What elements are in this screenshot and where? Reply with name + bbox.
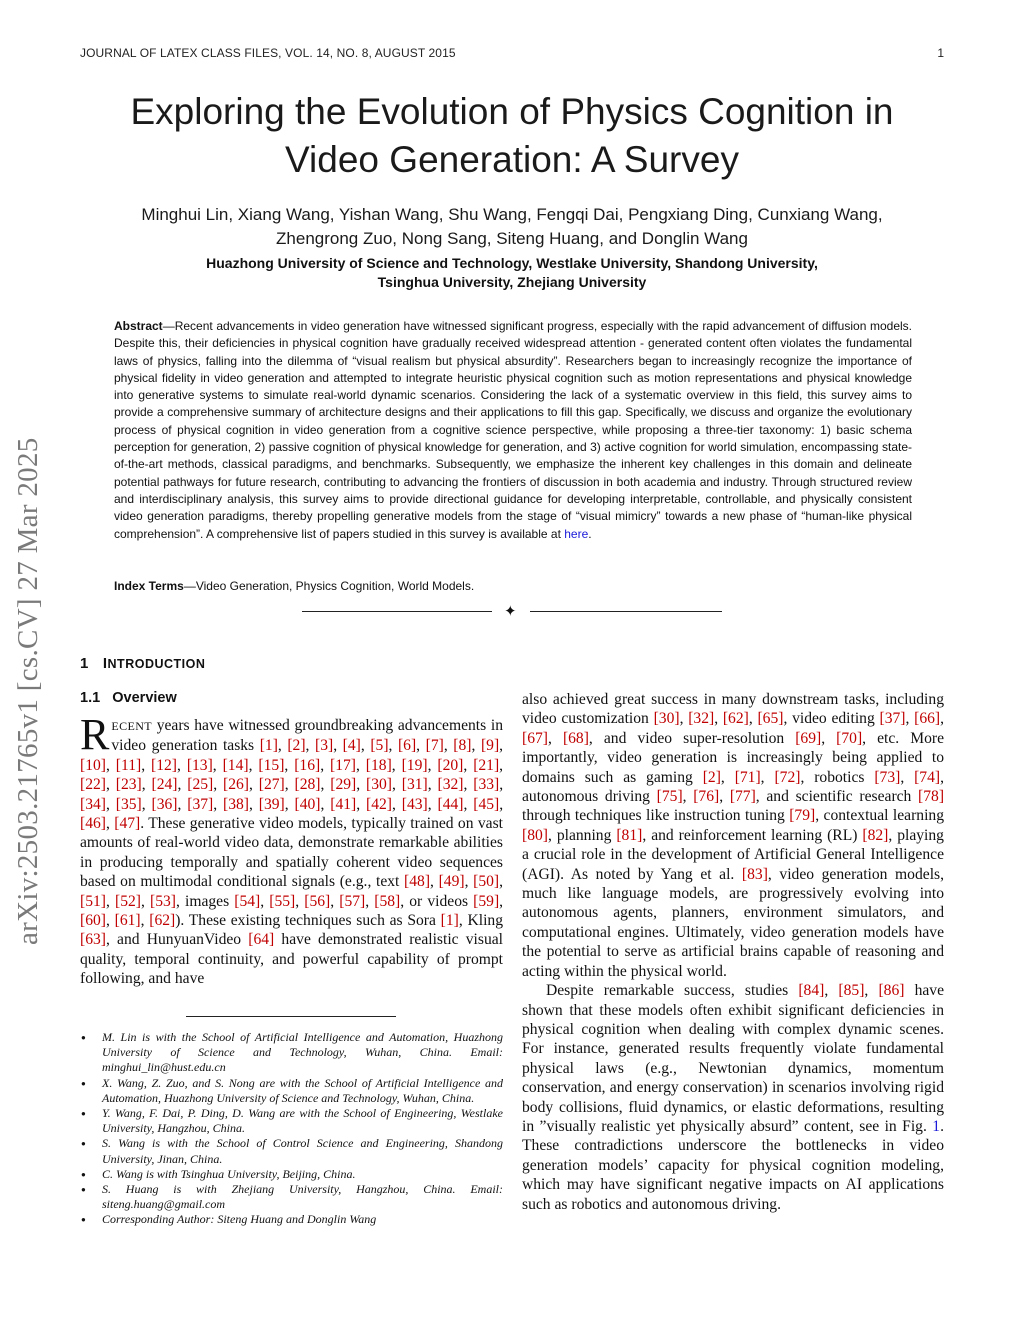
citation-link[interactable]: [32] bbox=[688, 710, 715, 728]
body-text: ). These existing techniques such as Sora bbox=[175, 912, 441, 930]
body-text: have demonstrated realistic visual quality, temporal continuity, and powerful capability of prompt following, and have bbox=[80, 931, 503, 988]
citation-link[interactable]: [8] bbox=[453, 737, 472, 755]
citation-link[interactable]: [30] bbox=[653, 710, 680, 728]
citation-link[interactable]: [16] bbox=[294, 756, 321, 774]
citation-link[interactable]: [84] bbox=[798, 982, 825, 1000]
citation-link[interactable]: [22] bbox=[80, 776, 106, 794]
body-text: , bbox=[391, 776, 402, 794]
title-line: Video Generation: A Survey bbox=[285, 139, 739, 180]
citation-link[interactable]: [37] bbox=[879, 710, 906, 728]
page-number: 1 bbox=[937, 46, 944, 60]
body-text: , bbox=[499, 756, 504, 774]
citation-link[interactable]: [27] bbox=[258, 776, 285, 794]
body-text: , bbox=[499, 795, 504, 813]
body-text: , bbox=[105, 912, 115, 930]
footnote-item: ● C. Wang is with Tsinghua University, Beijing, China. bbox=[80, 1167, 503, 1182]
citation-link[interactable]: [45] bbox=[473, 795, 500, 813]
citation-link[interactable]: [3] bbox=[315, 737, 334, 755]
citation-link[interactable]: [26] bbox=[223, 776, 249, 794]
section-title-initial: I bbox=[102, 655, 108, 672]
citation-link[interactable]: [71] bbox=[734, 768, 761, 786]
body-text: , bbox=[284, 756, 295, 774]
body-text: , bbox=[463, 795, 474, 813]
citation-link[interactable]: [76] bbox=[693, 788, 720, 806]
body-text: , bbox=[443, 737, 454, 755]
citation-link[interactable]: [31] bbox=[401, 776, 428, 794]
citation-link[interactable]: [51] bbox=[80, 892, 106, 910]
citation-link[interactable]: [24] bbox=[151, 776, 178, 794]
body-text: , bbox=[305, 737, 316, 755]
running-header: JOURNAL OF LATEX CLASS FILES, VOL. 14, NO. 8, AUGUST 2015 bbox=[80, 46, 456, 60]
section-title-rest: NTRODUCTION bbox=[107, 657, 206, 671]
body-text: , bbox=[427, 776, 438, 794]
body-text: , bbox=[140, 892, 150, 910]
divider-right-rule bbox=[530, 611, 722, 612]
body-text: , bbox=[260, 892, 270, 910]
body-text: , bbox=[177, 756, 187, 774]
left-column-body bbox=[80, 710, 504, 989]
citation-link[interactable]: [43] bbox=[401, 795, 428, 813]
abstract bbox=[114, 318, 912, 543]
right-column-body bbox=[522, 690, 944, 1214]
body-text: , bbox=[821, 729, 837, 747]
author-line: Zhengrong Zuo, Nong Sang, Siteng Huang, and Donglin Wang bbox=[276, 229, 748, 248]
abstract-end: . bbox=[588, 526, 592, 541]
citation-link[interactable]: [35] bbox=[115, 795, 142, 813]
body-text: , bbox=[365, 892, 375, 910]
subsection-heading bbox=[80, 690, 177, 706]
citation-link[interactable]: [34] bbox=[80, 795, 106, 813]
citation-link[interactable]: [64] bbox=[248, 931, 275, 949]
body-text: , and reinforcement learning (RL) bbox=[642, 826, 863, 844]
citation-link[interactable]: [23] bbox=[115, 776, 142, 794]
citation-link[interactable]: [33] bbox=[473, 776, 500, 794]
body-text: , bbox=[720, 768, 735, 786]
body-text: , bbox=[464, 873, 474, 891]
abstract-label: Abstract bbox=[114, 319, 163, 333]
body-text: , bbox=[499, 737, 504, 755]
body-text: , bbox=[940, 710, 945, 728]
footnote-item: ● M. Lin is with the School of Artificial Intelligence and Automation, Huazhong University of Science and Technology, Wuhan, China. Email: minghui_lin@hust.edu.cn bbox=[80, 1030, 503, 1076]
affiliation-line: Huazhong University of Science and Technology, Westlake University, Shandong University, bbox=[206, 255, 818, 271]
body-text: . These generative video models, typically trained on vast amounts of real-world video data, demonstrate remarkable abilities in producing temporally and spatially coherent video sequences based on multimodal conditional signals (e.g., text bbox=[80, 815, 504, 891]
body-text: , bbox=[824, 982, 839, 1000]
body-text: , bbox=[284, 795, 295, 813]
footnote-item: ● Corresponding Author: Siteng Huang and Donglin Wang bbox=[80, 1212, 503, 1227]
citation-link[interactable]: [41] bbox=[330, 795, 357, 813]
citation-link[interactable]: [61] bbox=[114, 912, 141, 930]
body-text: , bbox=[320, 776, 331, 794]
citation-link[interactable]: [29] bbox=[330, 776, 357, 794]
footnote-item: ● X. Wang, Z. Zuo, and S. Nong are with the School of Artificial Intelligence and Automation, Huazhong University of Science and Technology, Wuhan, China. bbox=[80, 1076, 503, 1106]
citation-link[interactable]: [82] bbox=[862, 826, 889, 844]
figure-reference-link[interactable]: 1 bbox=[932, 1117, 941, 1135]
section-number: 1 bbox=[80, 655, 89, 672]
footnote-item: ● Y. Wang, F. Dai, P. Ding, D. Wang are with the School of Engineering, Westlake University, Hangzhou, China. bbox=[80, 1106, 503, 1136]
body-text: , bbox=[679, 710, 689, 728]
citation-link[interactable]: [77] bbox=[729, 788, 756, 806]
citation-link[interactable]: [17] bbox=[330, 756, 356, 774]
body-text: , bbox=[355, 756, 366, 774]
body-text: , and scientific research bbox=[755, 788, 919, 806]
body-text: , or videos bbox=[400, 892, 474, 910]
citation-link[interactable]: [59] bbox=[473, 892, 500, 910]
citation-link[interactable]: [39] bbox=[258, 795, 285, 813]
citation-link[interactable]: [13] bbox=[186, 756, 213, 774]
body-text: , bbox=[105, 892, 115, 910]
citation-link[interactable]: [30] bbox=[366, 776, 392, 794]
body-text: , bbox=[320, 795, 331, 813]
divider-diamond-icon: ✦ bbox=[504, 602, 517, 620]
citation-link[interactable]: [58] bbox=[374, 892, 401, 910]
body-text: , bbox=[140, 912, 150, 930]
affiliation-line: Tsinghua University, Zhejiang University bbox=[377, 274, 647, 290]
citation-link[interactable]: [5] bbox=[370, 737, 389, 755]
author-list bbox=[60, 203, 964, 251]
citation-link[interactable]: [42] bbox=[366, 795, 392, 813]
citation-link[interactable]: [47] bbox=[114, 815, 141, 833]
title-line: Exploring the Evolution of Physics Cognition in bbox=[130, 91, 894, 132]
papers-list-link[interactable]: here bbox=[564, 526, 589, 541]
citation-link[interactable]: [25] bbox=[187, 776, 214, 794]
citation-link[interactable]: [36] bbox=[151, 795, 178, 813]
citation-link[interactable]: [62] bbox=[722, 710, 749, 728]
body-text: , bbox=[430, 873, 439, 891]
body-text: , bbox=[105, 815, 115, 833]
body-text: , bbox=[356, 776, 366, 794]
citation-link[interactable]: [69] bbox=[795, 729, 822, 747]
footnote-item: ● S. Huang is with Zhejiang University, Hangzhou, China. Email: siteng.huang@gmail.com bbox=[80, 1182, 503, 1212]
footnote-rule bbox=[186, 1016, 396, 1017]
body-text: , bbox=[105, 795, 116, 813]
citation-link[interactable]: [72] bbox=[774, 768, 801, 786]
citation-link[interactable]: [70] bbox=[836, 729, 863, 747]
body-text: , Kling bbox=[458, 912, 503, 930]
citation-link[interactable]: [19] bbox=[401, 756, 428, 774]
citation-link[interactable]: [83] bbox=[741, 865, 768, 883]
body-text: , bbox=[141, 795, 152, 813]
body-text: , video generation models, much like language models, are progressively evolving into autonomous agents, planners, environment simulators, and computational engines. Ultimately, video generation models have the potential to serve as artificial brains capable of reasoning and acting within the physical world. bbox=[522, 865, 944, 980]
citation-link[interactable]: [56] bbox=[304, 892, 331, 910]
body-text: , bbox=[427, 795, 438, 813]
citation-link[interactable]: [68] bbox=[562, 729, 589, 747]
citation-link[interactable]: [86] bbox=[878, 982, 905, 1000]
citation-link[interactable]: [40] bbox=[294, 795, 321, 813]
body-text: , bbox=[177, 776, 188, 794]
citation-link[interactable]: [85] bbox=[838, 982, 865, 1000]
citation-link[interactable]: [65] bbox=[757, 710, 784, 728]
body-text: have shown that these models often exhibit significant deficiencies in physical cognition when dealing with complex dynamic scenes. For instance, generated results frequently violate fundamental physical laws (e.g., Newtonian dynamics, momentum conservation, and energy conservation) in scenarios involving rigid body collisions, fluid dynamics, or elastic deformations, resulting in ”visually realistic yet physically absurd” content, see in Fig. bbox=[522, 982, 945, 1135]
body-text: , bbox=[471, 737, 481, 755]
body-text: through techniques like instruction tuning bbox=[522, 807, 790, 825]
citation-link[interactable]: [52] bbox=[115, 892, 141, 910]
citation-link[interactable]: [7] bbox=[425, 737, 444, 755]
citation-link[interactable]: [18] bbox=[365, 756, 392, 774]
body-text: , bbox=[714, 710, 723, 728]
body-text: , bbox=[248, 756, 259, 774]
citation-link[interactable]: [46] bbox=[80, 815, 106, 833]
body-text: , bbox=[295, 892, 305, 910]
citation-link[interactable]: [12] bbox=[151, 756, 177, 774]
body-text: , etc. More importantly, video generation is increasingly being applied to domains such as gaming bbox=[522, 729, 944, 786]
citation-link[interactable]: [75] bbox=[656, 788, 683, 806]
smallcaps-lead: ECENT bbox=[111, 719, 153, 733]
body-text: , bbox=[212, 756, 223, 774]
body-text: , bbox=[900, 768, 915, 786]
citation-link[interactable]: [66] bbox=[914, 710, 941, 728]
body-text: years have witnessed groundbreaking advancements in video generation tasks bbox=[111, 717, 503, 755]
citation-link[interactable]: [1] bbox=[259, 737, 278, 755]
body-text: , bbox=[416, 737, 426, 755]
citation-link[interactable]: [60] bbox=[80, 912, 106, 930]
citation-link[interactable]: [38] bbox=[223, 795, 249, 813]
body-text: , bbox=[105, 776, 116, 794]
body-text: , bbox=[284, 776, 295, 794]
body-text: , bbox=[388, 737, 398, 755]
paper-title bbox=[60, 88, 964, 184]
citation-link[interactable]: [53] bbox=[150, 892, 176, 910]
subsection-number: 1.1 bbox=[80, 690, 101, 706]
body-text: , bbox=[248, 776, 259, 794]
body-text: , bbox=[499, 776, 504, 794]
body-paragraph bbox=[522, 981, 944, 1214]
body-text: , bbox=[213, 795, 223, 813]
citation-link[interactable]: [73] bbox=[874, 768, 901, 786]
divider-left-rule bbox=[302, 611, 492, 612]
body-text: , bbox=[333, 737, 343, 755]
author-line: Minghui Lin, Xiang Wang, Yishan Wang, Shu Wang, Fengqi Dai, Pengxiang Ding, Cunxiang Wang, bbox=[141, 205, 883, 224]
body-text: , bbox=[141, 756, 152, 774]
body-text: Despite remarkable success, studies bbox=[546, 982, 799, 1000]
body-text: , bbox=[105, 756, 116, 774]
body-text: , bbox=[356, 795, 366, 813]
citation-link[interactable]: [6] bbox=[397, 737, 417, 755]
body-text: , bbox=[463, 756, 474, 774]
body-text: , bbox=[360, 737, 371, 755]
subsection-title: Overview bbox=[112, 690, 177, 706]
body-paragraph bbox=[80, 710, 504, 989]
body-text: , autonomous driving bbox=[522, 768, 944, 806]
citation-link[interactable]: [78] bbox=[918, 788, 945, 806]
body-text: , bbox=[141, 776, 152, 794]
body-text: also achieved great success in many downstream tasks, including video customization bbox=[522, 691, 944, 728]
affiliations bbox=[60, 254, 964, 292]
citation-link[interactable]: [79] bbox=[789, 807, 816, 825]
body-text: , bbox=[682, 788, 694, 806]
body-text: , bbox=[719, 788, 730, 806]
body-text: , bbox=[320, 756, 330, 774]
citation-link[interactable]: [74] bbox=[914, 768, 941, 786]
citation-link[interactable]: [37] bbox=[187, 795, 214, 813]
citation-link[interactable]: [21] bbox=[473, 756, 500, 774]
body-paragraph bbox=[522, 690, 944, 981]
citation-link[interactable]: [20] bbox=[437, 756, 464, 774]
body-text: . These contradictions underscore the bottlenecks in video generation models’ capacity for physical cognition modeling, which may have significant negative impacts on AI applications such as robotics and autonomous driving. bbox=[522, 1117, 944, 1213]
body-text: , video editing bbox=[783, 710, 880, 728]
section-heading bbox=[80, 655, 205, 672]
body-text: , bbox=[427, 756, 438, 774]
body-text: , bbox=[499, 873, 504, 891]
body-text: , bbox=[177, 795, 188, 813]
citation-link[interactable]: [32] bbox=[437, 776, 464, 794]
drop-cap: R bbox=[80, 710, 110, 759]
abstract-text: —Recent advancements in video generation have witnessed significant progress, especially with the rapid advancement of diffusion models. Despite this, their deficiencies in physical cognition have gradually received widespread attention - generated content often violates the fundamental laws of physics, falling into the dilemma of “visual realism but physical absurdity”. Researchers began to increasingly recognize the importance of physical fidelity in video generation and attempted to integrate heuristic physical cognition such as motion representations and physical knowledge into generative systems to simulate real-world dynamic scenarios. Considering the lack of a systematic overview in this field, this survey aims to provide a comprehensive summary of architecture designs and their applications to fill this gap. Specifically, we discuss and organize the evolutionary process of physical cognition in video generation from a cognitive science perspective, while proposing a three-tier taxonomy: 1) basic schema perception for generation, 2) passive cognition of physical knowledge for generation, and 3) active cognition for world simulation, encompassing state-of-the-art methods, classical paradigms, and benchmarks. Subsequently, we emphasize the inherent key challenges in this domain and delineate potential pathways for future research, contributing to advancing the frontiers of discussion in both academia and industry. Through structured review and interdisciplinary analysis, this survey aims to provide directional guidance for developing interpretable, controllable, and physically consistent video generation paradigms, thereby propelling generative models from the stage of “visual mimicry” towards a new phase of “human-like physical comprehension”. A comprehensive list of papers studied in this survey is available at bbox=[114, 319, 912, 541]
citation-link[interactable]: [2] bbox=[702, 768, 721, 786]
body-text: , bbox=[213, 776, 223, 794]
citation-link[interactable]: [50] bbox=[473, 873, 500, 891]
index-terms bbox=[114, 578, 912, 595]
citation-link[interactable]: [4] bbox=[342, 737, 361, 755]
citation-link[interactable]: [15] bbox=[258, 756, 285, 774]
footnote-item: ● S. Wang is with the School of Control Science and Engineering, Shandong University, Jinan, China. bbox=[80, 1136, 503, 1166]
citation-link[interactable]: [81] bbox=[616, 826, 643, 844]
body-text: , bbox=[277, 737, 288, 755]
body-text: , bbox=[905, 710, 915, 728]
footnotes bbox=[80, 1030, 503, 1228]
body-text: , bbox=[864, 982, 879, 1000]
body-text: , bbox=[760, 768, 775, 786]
body-text: , planning bbox=[547, 826, 617, 844]
body-text: , and HunyuanVideo bbox=[105, 931, 249, 949]
citation-link[interactable]: [49] bbox=[438, 873, 465, 891]
citation-link[interactable]: [1] bbox=[440, 912, 459, 930]
body-text: , and video super-resolution bbox=[588, 729, 796, 747]
citation-link[interactable]: [10] bbox=[80, 756, 106, 774]
body-text: , robotics bbox=[800, 768, 875, 786]
citation-link[interactable]: [55] bbox=[269, 892, 296, 910]
citation-link[interactable]: [2] bbox=[287, 737, 306, 755]
index-terms-text: —Video Generation, Physics Cognition, World Models. bbox=[183, 579, 475, 593]
citation-link[interactable]: [9] bbox=[480, 737, 500, 755]
citation-link[interactable]: [63] bbox=[80, 931, 106, 949]
citation-link[interactable]: [44] bbox=[437, 795, 464, 813]
citation-link[interactable]: [67] bbox=[522, 729, 548, 747]
body-text: , bbox=[547, 729, 563, 747]
body-text: , bbox=[248, 795, 259, 813]
citation-link[interactable]: [80] bbox=[522, 826, 548, 844]
citation-link[interactable]: [28] bbox=[294, 776, 321, 794]
index-terms-label: Index Terms bbox=[114, 579, 184, 593]
citation-link[interactable]: [14] bbox=[222, 756, 249, 774]
citation-link[interactable]: [54] bbox=[234, 892, 261, 910]
citation-link[interactable]: [48] bbox=[404, 873, 431, 891]
body-text: , playing a crucial role in the development of Artificial General Intelligence (AGI). As noted by Yang et al. bbox=[522, 826, 944, 883]
citation-link[interactable]: [57] bbox=[339, 892, 366, 910]
citation-link[interactable]: [62] bbox=[149, 912, 176, 930]
body-text: , bbox=[499, 892, 504, 910]
arxiv-side-stamp: arXiv:2503.21765v1 [cs.CV] 27 Mar 2025 bbox=[12, 437, 44, 945]
body-text: , images bbox=[175, 892, 235, 910]
body-text: , contextual learning bbox=[815, 807, 944, 825]
body-text: , bbox=[391, 795, 402, 813]
body-text: , bbox=[330, 892, 340, 910]
body-text: , bbox=[391, 756, 402, 774]
citation-link[interactable]: [11] bbox=[115, 756, 142, 774]
body-text: , bbox=[463, 776, 474, 794]
body-text: , bbox=[748, 710, 758, 728]
